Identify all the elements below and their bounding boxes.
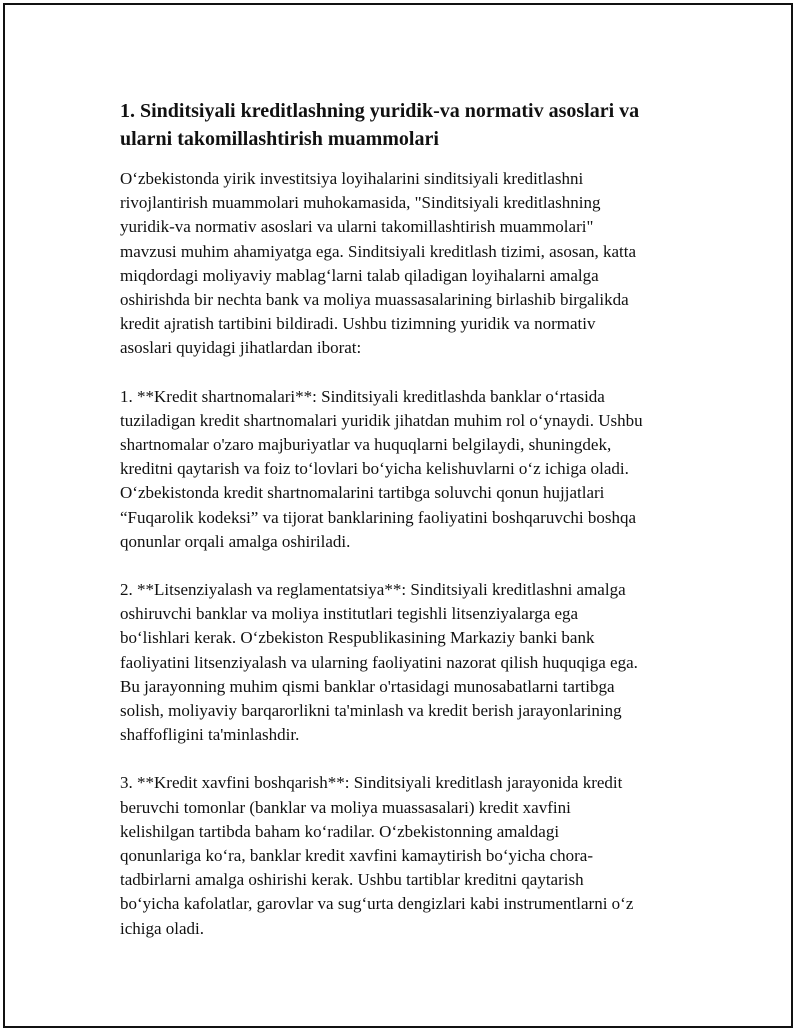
text-line: rivojlantirish muammolari muhokamasida, "Sinditsiyali kreditlashning — [120, 193, 601, 213]
text-line: oshiruvchi banklar va moliya institutlari tegishli litsenziyalarga ega — [120, 604, 579, 624]
text-line: qonunlariga ko‘ra, banklar kredit xavfini kamaytirish bo‘yicha chora- — [120, 846, 593, 866]
document-body — [120, 97, 695, 965]
text-line: shartnomalar o'zaro majburiyatlar va huquqlarni belgilaydi, shuningdek, — [120, 435, 612, 455]
text-line: oshirishda bir nechta bank va moliya muassasalarining birlashib birgalikda — [120, 290, 629, 310]
text-line: ichiga oladi. — [120, 918, 205, 938]
text-line: kelishilgan tartibda baham ko‘radilar. O‘zbekistonning amaldagi — [120, 821, 560, 841]
text-line: O‘zbekistonda yirik investitsiya loyihalarini sinditsiyali kreditlashni — [120, 169, 584, 188]
text-line: “Fuqarolik kodeksi” va tijorat banklarining faoliyatini boshqaruvchi boshqa — [120, 507, 637, 527]
text-line: kreditni qaytarish va foiz to‘lovlari bo‘yicha kelishuvlarni o‘z ichiga oladi. — [120, 459, 629, 479]
text-line: kredit ajratish tartibini bildiradi. Ushbu tizimning yuridik va normativ — [120, 314, 596, 334]
text-line: tadbirlarni amalga oshirishi kerak. Ushbu tartiblar kreditni qaytarish — [120, 870, 584, 890]
intro-paragraph — [120, 167, 695, 361]
text-line: faoliyatini litsenziyalash va ularning faoliyatini nazorat qilish huquqiga ega. — [120, 652, 638, 672]
text-line: 3. **Kredit xavfini boshqarish**: Sinditsiyali kreditlash jarayonida kredit — [120, 773, 623, 793]
document-page — [3, 3, 793, 1028]
text-line: 1. **Kredit shartnomalari**: Sinditsiyali kreditlashda banklar o‘rtasida — [120, 386, 605, 406]
heading-line: 1. Sinditsiyali kreditlashning yuridik-va normativ asoslari va — [120, 100, 640, 122]
credit-risk-paragraph — [120, 771, 695, 940]
text-line: asoslari quyidagi jihatlardan iborat: — [120, 338, 362, 358]
text-line: mavzusi muhim ahamiyatga ega. Sinditsiyali kreditlash tizimi, asosan, katta — [120, 241, 637, 261]
text-line: miqdordagi moliyaviy mablag‘larni talab qiladigan loyihalarni amalga — [120, 265, 599, 285]
text-line: qonunlar orqali amalga oshiriladi. — [120, 531, 351, 551]
text-line: 2. **Litsenziyalash va reglamentatsiya**: Sinditsiyali kreditlashni amalga — [120, 580, 626, 600]
text-line: shaffofligini ta'minlashdir. — [120, 725, 300, 745]
text-line: bo‘yicha kafolatlar, garovlar va sug‘urta dengizlari kabi instrumentlarni o‘z — [120, 894, 634, 914]
licensing-paragraph — [120, 578, 695, 747]
credit-agreements-paragraph — [120, 385, 695, 554]
text-line: yuridik-va normativ asoslari va ularni takomillashtirish muammolari" — [120, 217, 594, 237]
text-line: tuziladigan kredit shartnomalari yuridik jihatdan muhim rol o‘ynaydi. Ushbu — [120, 410, 643, 430]
text-line: Bu jarayonning muhim qismi banklar o'rtasidagi munosabatlarni tartibga — [120, 676, 615, 696]
heading-line: ularni takomillashtirish muammolari — [120, 128, 439, 150]
section-heading — [120, 97, 695, 153]
text-line: solish, moliyaviy barqarorlikni ta'minlash va kredit berish jarayonlarining — [120, 701, 622, 721]
text-line: beruvchi tomonlar (banklar va moliya muassasalari) kredit xavfini — [120, 797, 571, 817]
text-line: O‘zbekistonda kredit shartnomalarini tartibga soluvchi qonun hujjatlari — [120, 483, 605, 503]
text-line: bo‘lishlari kerak. O‘zbekiston Respublikasining Markaziy banki bank — [120, 628, 595, 648]
